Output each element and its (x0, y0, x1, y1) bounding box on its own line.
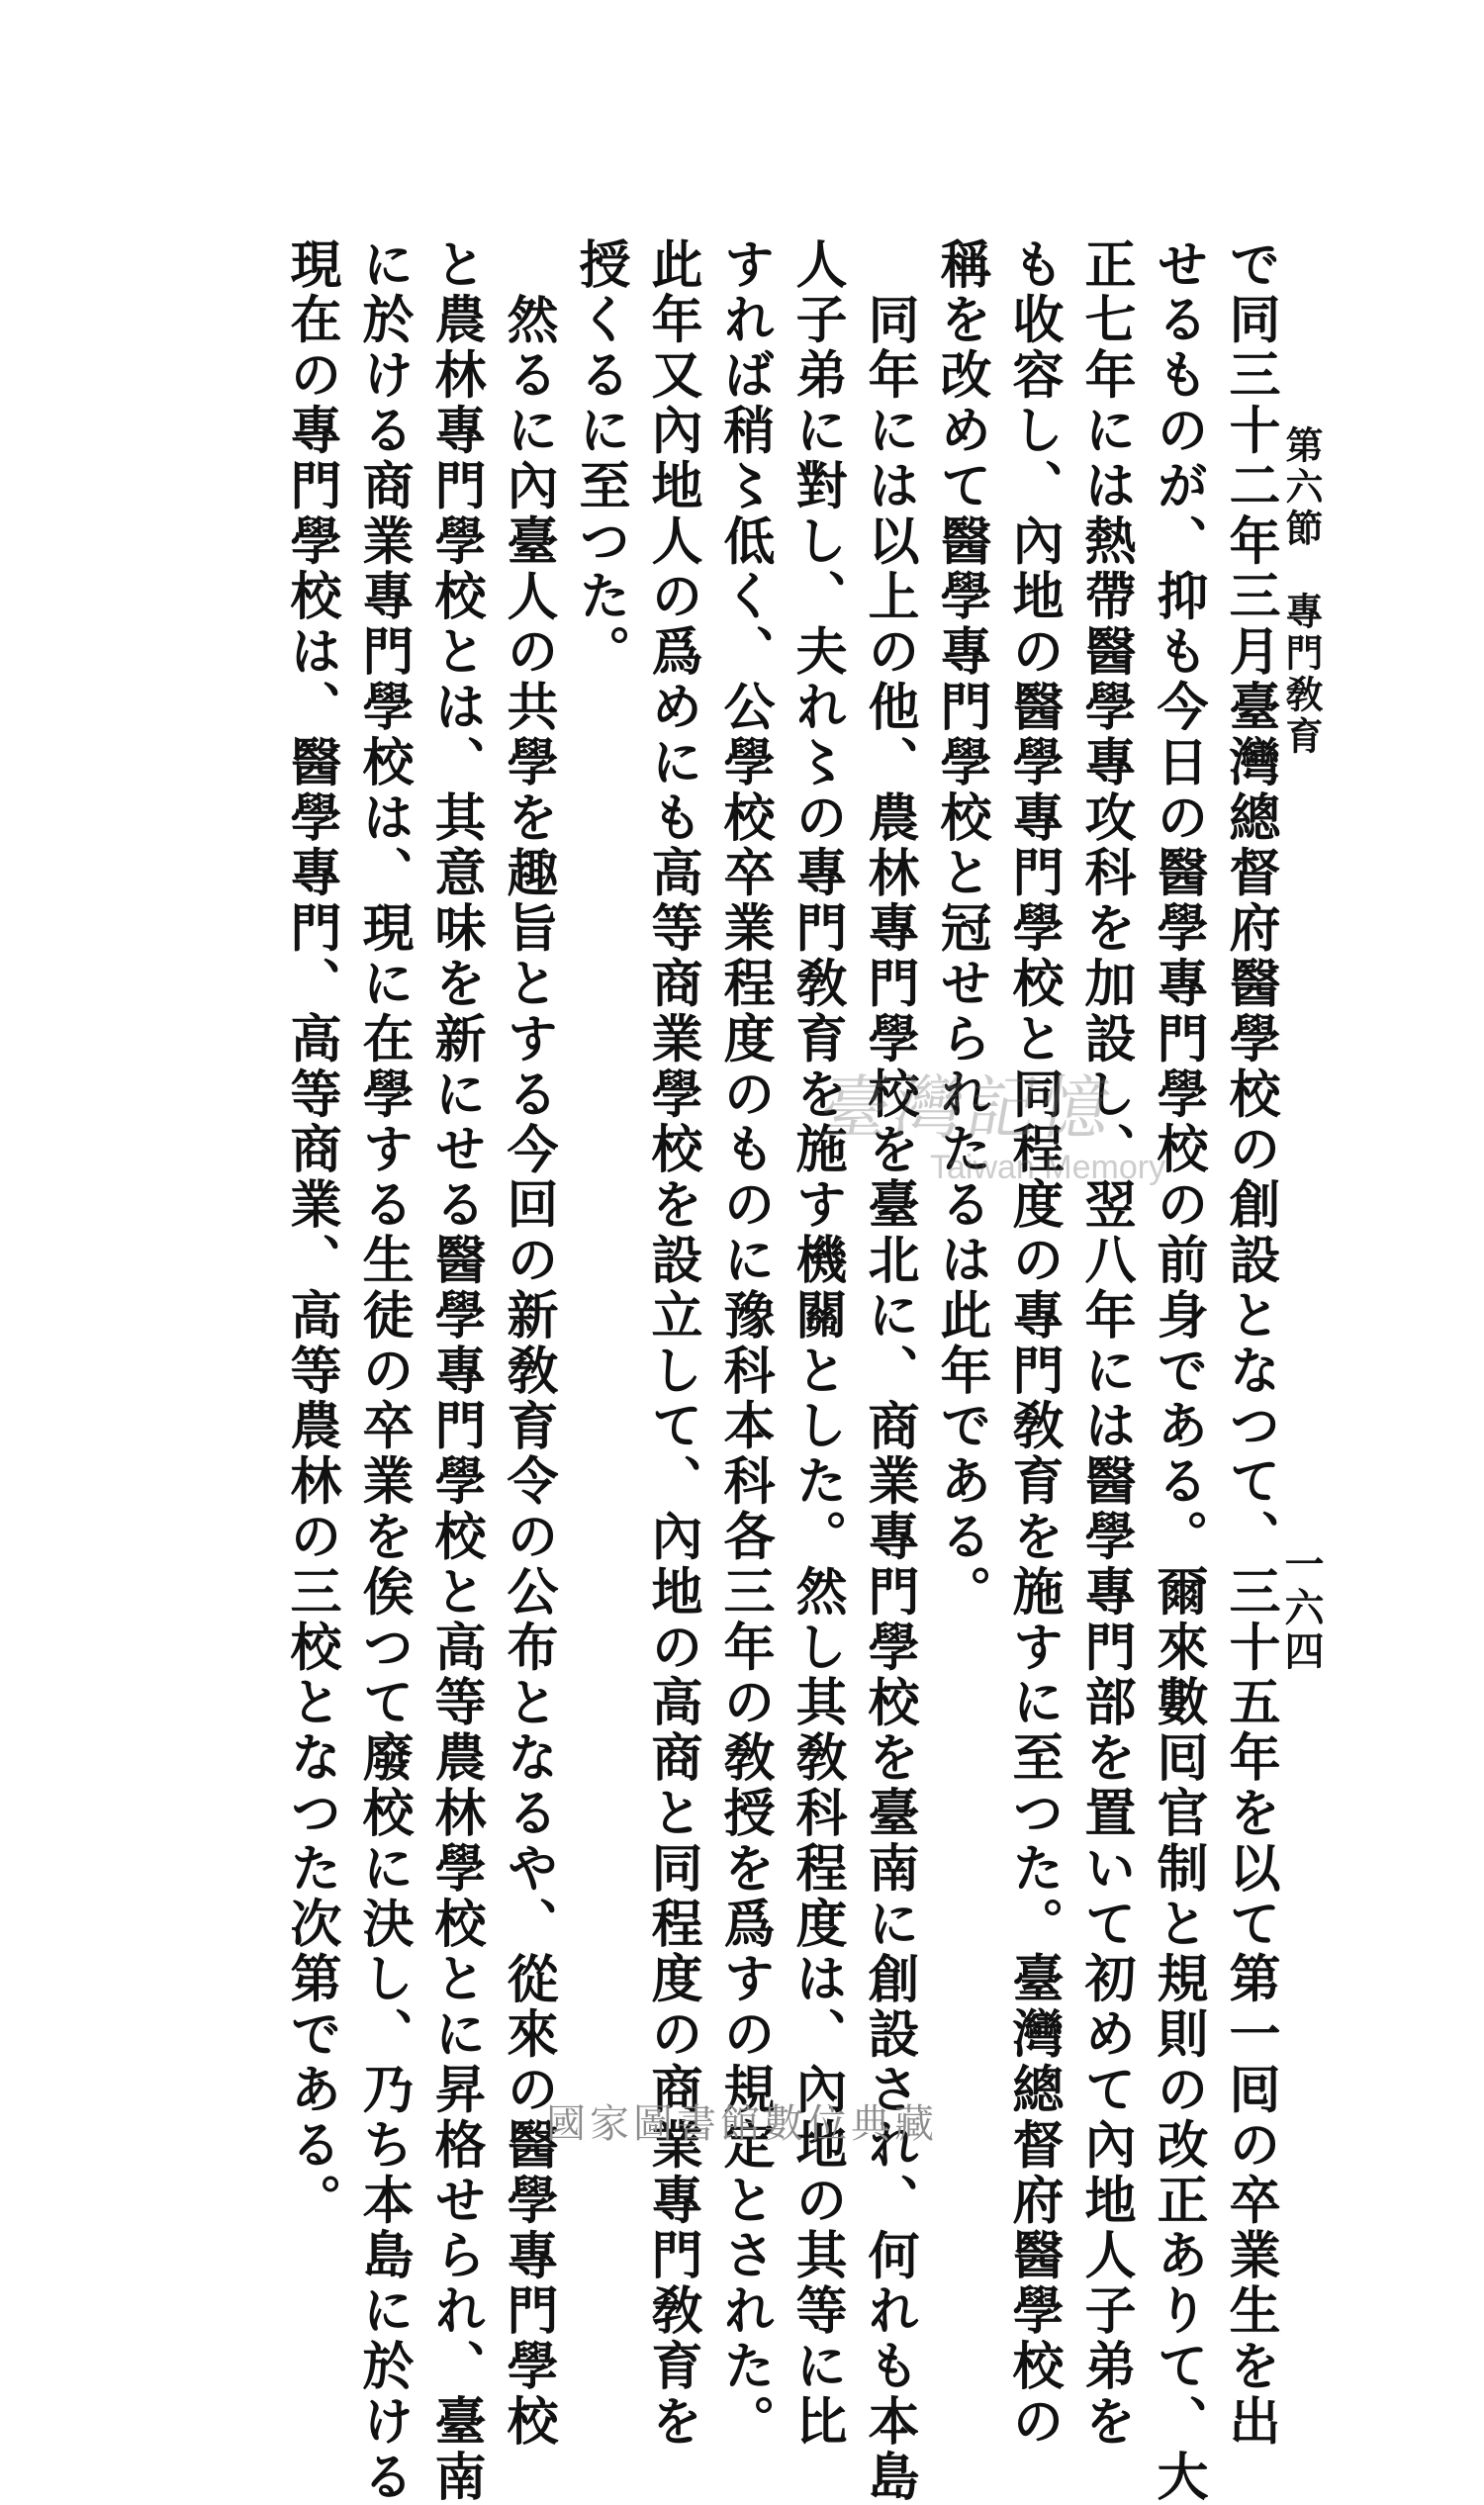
watermark-english-text: Taiwan Memory (930, 1149, 1166, 1186)
text-column: 此年又內地人の爲めにも高等商業學校を設立して、內地の高商と同程度の商業專門敎育を (642, 237, 702, 2450)
watermark-chinese-text: 臺灣記憶 (813, 1067, 1122, 1149)
text-column: すれば稍〻低く、公學校卒業程度のものに豫科本科各三年の敎授を爲すの規定とされた。 (714, 237, 775, 2450)
text-column: と農林專門學校とは、其意味を新にせる醫學專門學校と高等農林學校とに昇格せられ、臺南 (425, 237, 486, 2505)
running-header: 第六節 專門敎育 (1279, 425, 1324, 758)
paragraph-start-column: 同年には以上の他、農林專門學校を臺北に、商業專門學校を臺南に創設され、何れも本島 (859, 293, 919, 2505)
text-column: に於ける商業專門學校は、現に在學する生徒の卒業を俟つて廢校に決し、乃ち本島に於ける (353, 237, 414, 2505)
text-column: せるものが、抑も今日の醫學專門學校の前身である。爾來數囘官制と規則の改正ありて、大 (1148, 237, 1208, 2505)
text-column: 授くるに至つた。 (570, 237, 630, 681)
archive-footer: 國家圖書館數位典藏 (546, 2101, 938, 2147)
text-column: 人子弟に對し、夫れ〻の專門敎育を施す機關とした。然し其敎科程度は、內地の其等に比 (787, 237, 847, 2450)
text-column: 稱を改めて醫學專門學校と冠せられたるは此年である。 (931, 237, 991, 1621)
text-column: も收容し、內地の醫學專門學校と同程度の專門敎育を施すに至つた。臺灣總督府醫學校の (1003, 237, 1064, 2450)
paragraph-start-column: 然るに內臺人の共學を趣旨とする今回の新敎育令の公布となるや、從來の醫學專門學校 (498, 293, 558, 2451)
page-number: 一六四 (1278, 1543, 1325, 1674)
text-column: 現在の專門學校は、醫學專門、高等商業、高等農林の三校となつた次第である。 (281, 237, 341, 2229)
text-column: で同三十二年三月臺灣總督府醫學校の創設となつて、三十五年を以て第一囘の卒業生を出 (1220, 237, 1280, 2450)
text-column: 正七年には熱帶醫學專攻科を加設し、翌八年には醫學專門部を置いて初めて內地人子弟を (1075, 237, 1136, 2450)
